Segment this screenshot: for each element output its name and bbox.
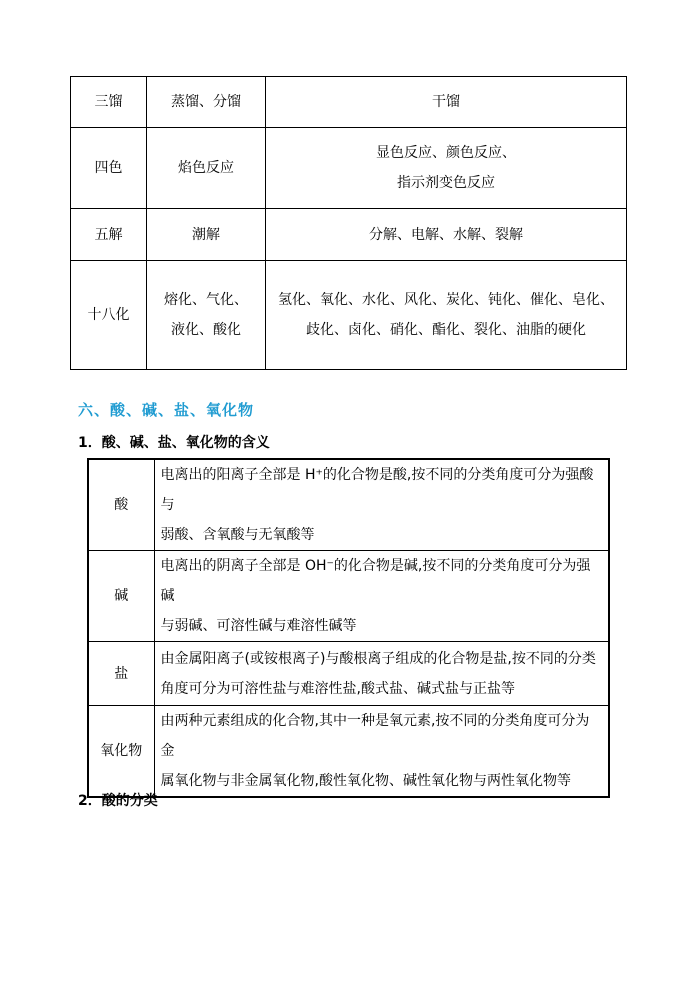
definition-cell: [154, 551, 609, 642]
term-cell: 碱: [88, 551, 154, 642]
cell-line: 电离出的阳离子全部是 H⁺的化合物是酸,按不同的分类角度可分为强酸与: [160, 467, 594, 513]
cell-line: 显色反应、颜色反应、: [376, 145, 516, 161]
cell-line: 属氧化物与非金属氧化物,酸性氧化物、碱性氧化物与两性氧化物等: [160, 773, 571, 789]
cell-line: 干馏: [432, 94, 460, 110]
term-cell: 氧化物: [88, 706, 154, 798]
row-label: 三馏: [71, 77, 147, 128]
cell-line: 熔化、气化、: [164, 292, 248, 308]
table-row: [71, 128, 627, 209]
row-col3: [266, 128, 627, 209]
row-col3: [266, 77, 627, 128]
table-row: [88, 459, 609, 551]
row-col2: [147, 261, 266, 370]
table-row: [88, 551, 609, 642]
table-row: [88, 642, 609, 706]
row-col2: [147, 209, 266, 261]
cell-line: 氢化、氧化、水化、风化、炭化、钝化、催化、皂化、: [278, 292, 614, 308]
section-heading: 六、酸、碱、盐、氧化物: [78, 401, 255, 419]
table-row: [71, 261, 627, 370]
cell-line: 电离出的阴离子全部是 OH⁻的化合物是碱,按不同的分类角度可分为强碱: [160, 558, 591, 604]
terms-table: [70, 76, 627, 370]
cell-line: 角度可分为可溶性盐与难溶性盐,酸式盐、碱式盐与正盐等: [160, 680, 515, 697]
table-row: [88, 706, 609, 798]
row-label: 十八化: [71, 261, 147, 370]
definition-cell: [154, 706, 609, 798]
cell-line: 分解、电解、水解、裂解: [369, 226, 523, 243]
cell-line: 潮解: [192, 226, 220, 243]
table-row: [71, 209, 627, 261]
row-label: 五解: [71, 209, 147, 261]
subheading-definitions: 1．酸、碱、盐、氧化物的含义: [78, 435, 270, 451]
cell-line: 焰色反应: [178, 160, 234, 176]
row-label: 四色: [71, 128, 147, 209]
row-col2: [147, 77, 266, 128]
row-col3: [266, 209, 627, 261]
cell-line: 歧化、卤化、硝化、酯化、裂化、油脂的硬化: [306, 322, 586, 338]
subheading-acid-classification: 2．酸的分类: [78, 793, 158, 809]
row-col2: [147, 128, 266, 209]
definition-cell: [154, 459, 609, 551]
cell-line: 由两种元素组成的化合物,其中一种是氧元素,按不同的分类角度可分为金: [160, 713, 590, 759]
cell-line: 与弱碱、可溶性碱与难溶性碱等: [160, 618, 357, 634]
definition-cell: [154, 642, 609, 706]
cell-line: 蒸馏、分馏: [171, 94, 241, 110]
definitions-table: [87, 458, 610, 798]
row-col3: [266, 261, 627, 370]
term-cell: 酸: [88, 459, 154, 551]
table-row: [71, 77, 627, 128]
term-cell: 盐: [88, 642, 154, 706]
cell-line: 液化、酸化: [171, 322, 241, 338]
cell-line: 由金属阳离子(或铵根离子)与酸根离子组成的化合物是盐,按不同的分类: [160, 650, 596, 667]
cell-line: 指示剂变色反应: [397, 175, 495, 191]
cell-line: 弱酸、含氧酸与无氧酸等: [160, 527, 315, 543]
